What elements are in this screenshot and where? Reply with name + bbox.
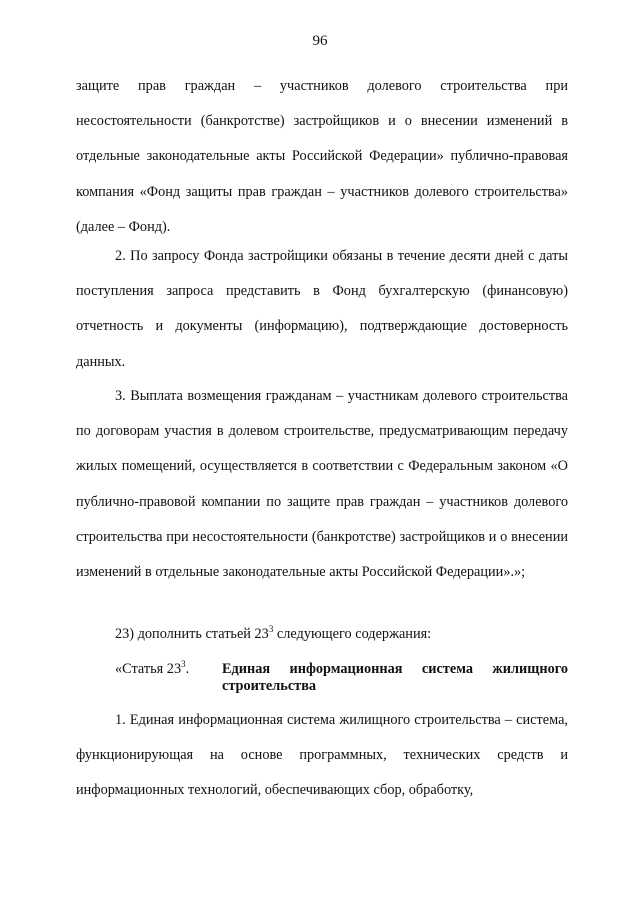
article-number-dot: . [185,661,190,677]
article-number-superscript: 3 [181,659,186,669]
article-paragraph-1 [76,703,568,809]
amendment-item-prefix: 23) дополнить статьей 23 [115,626,269,642]
article-number-prefix: «Статья 23 [115,661,182,677]
paragraph-2 [76,239,568,380]
article-heading [115,661,568,695]
amendment-item-text [76,617,568,652]
article-number [115,661,189,678]
paragraph-3-text: 3. Выплата возмещения гражданам – участникам долевого строительства по договорам участия в долевом строительстве, предусматривающим передачу жилых помещений, осуществляется в соответствии с Федеральным законом «О публично-правовой компании по защите прав граждан – участников долевого строительства при несостоятельности (банкротстве) застройщиков и о внесении изменений в отдельные законодательные акты Российской Федерации».»; [76,388,568,581]
article-paragraph-1-text: 1. Единая информационная система жилищного строительства – система, функционирующая на основе программных, технических средств и информационных технологий, обеспечивающих сбор, обработку, [76,712,568,799]
continuation-paragraph [76,69,568,245]
article-title: Единая информационная система жилищного строительства [222,661,568,694]
amendment-item [76,617,568,652]
page-number: 96 [312,33,328,49]
paragraph-3 [76,379,568,590]
amendment-item-superscript: 3 [268,624,274,634]
paragraph-2-text: 2. По запросу Фонда застройщики обязаны в течение десяти дней с даты поступления запроса представить в Фонд бухгалтерскую (финансовую) отчетность и документы (информацию), подтверждающие достоверность данных. [76,248,568,370]
continuation-paragraph-text: защите прав граждан – участников долевого строительства при несостоятельности (банкротстве) застройщиков и о внесении изменений в отдельные законодательные акты Российской Федерации» публично-правовая компания «Фонд защиты прав граждан – участников долевого строительства» (далее – Фонд). [76,78,568,235]
amendment-item-suffix: следующего содержания: [273,626,432,642]
